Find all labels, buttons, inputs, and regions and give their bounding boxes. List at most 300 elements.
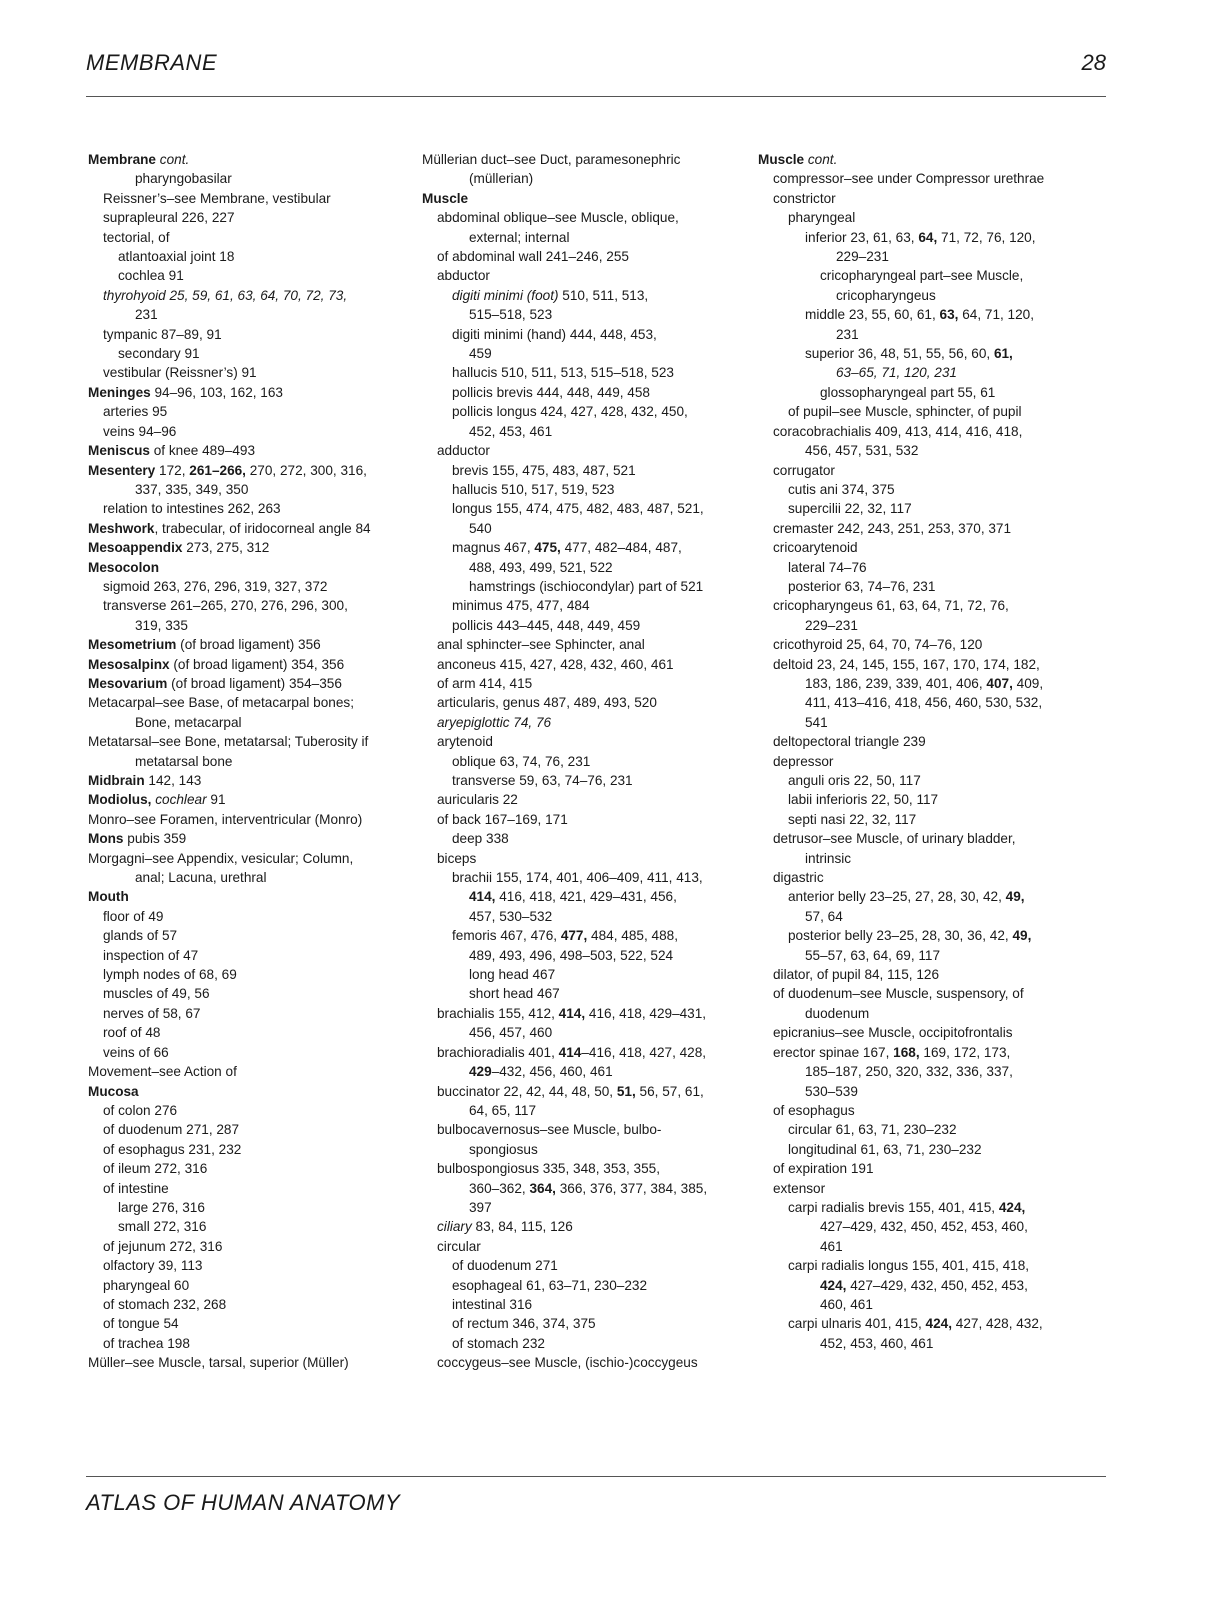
entry-text: supercilii 22, 32, 117 bbox=[788, 501, 912, 517]
index-subentry bbox=[88, 208, 408, 227]
entry-text: 427–429, 432, 450, 452, 453, 460, bbox=[820, 1219, 1028, 1235]
entry-text: veins of 66 bbox=[103, 1044, 169, 1060]
header-rule bbox=[86, 96, 1106, 97]
entry-heading-text: Mesocolon bbox=[88, 559, 159, 575]
index-subentry bbox=[88, 228, 408, 247]
entry-text: 477, 482–484, 487, bbox=[560, 540, 682, 556]
entry-text: Bone, metacarpal bbox=[135, 714, 242, 730]
entry-heading-text: 49, bbox=[1005, 889, 1025, 905]
entry-text: 185–187, 250, 320, 332, 336, 337, bbox=[805, 1064, 1013, 1080]
index-subentry bbox=[88, 1004, 408, 1023]
index-subentry bbox=[88, 907, 408, 926]
entry-text: arytenoid bbox=[437, 734, 493, 750]
entry-text: 270, 272, 300, 316, bbox=[245, 462, 367, 478]
entry-text: olfactory 39, 113 bbox=[103, 1258, 203, 1274]
index-subentry bbox=[88, 1295, 408, 1314]
index-subentry bbox=[88, 616, 408, 635]
index-subentry bbox=[88, 984, 408, 1003]
entry-text: 231 bbox=[135, 307, 158, 323]
entry-text: lateral 74–76 bbox=[788, 559, 867, 575]
index-entry bbox=[88, 441, 408, 460]
index-subentry bbox=[422, 1314, 742, 1333]
entry-heading-text: 414, bbox=[469, 889, 496, 905]
entry-text: –432, 456, 460, 461 bbox=[491, 1064, 613, 1080]
index-subentry bbox=[88, 868, 408, 887]
entry-text: 366, 376, 377, 384, 385, bbox=[555, 1180, 708, 1196]
entry-text: cochlea 91 bbox=[118, 268, 184, 284]
entry-text: muscles of 49, 56 bbox=[103, 986, 210, 1002]
entry-text: of duodenum 271 bbox=[452, 1258, 558, 1274]
entry-text: suprapleural 226, 227 bbox=[103, 210, 235, 226]
index-entry bbox=[88, 887, 408, 906]
entry-text: 452, 453, 461 bbox=[469, 423, 553, 439]
index-subentry bbox=[758, 363, 1083, 382]
entry-text: cricopharyngeal part–see Muscle, bbox=[820, 268, 1024, 284]
index-subentry bbox=[422, 499, 742, 518]
entry-heading-text: Mesoappendix bbox=[88, 540, 183, 556]
entry-heading-text: 61, bbox=[993, 346, 1013, 362]
index-subentry bbox=[758, 887, 1083, 906]
index-subentry bbox=[758, 1256, 1083, 1275]
entry-text: deep 338 bbox=[452, 831, 509, 847]
entry-text: bulbocavernosus–see Muscle, bulbo- bbox=[437, 1122, 662, 1138]
index-entry bbox=[88, 771, 408, 790]
entry-text: compressor–see under Compressor urethrae bbox=[773, 171, 1045, 187]
index-subentry bbox=[88, 1256, 408, 1275]
entry-text: of colon 276 bbox=[103, 1102, 178, 1118]
entry-text: (of broad ligament) 356 bbox=[176, 637, 321, 653]
entry-text: middle 23, 55, 60, 61, bbox=[805, 307, 940, 323]
entry-text: 510, 511, 513, bbox=[558, 287, 649, 303]
index-subentry bbox=[422, 926, 742, 945]
entry-text: 63–65, 71, 120, 231 bbox=[836, 365, 957, 381]
entry-heading-text: 51, bbox=[616, 1083, 636, 1099]
index-subentry bbox=[88, 325, 408, 344]
entry-text: of back 167–169, 171 bbox=[437, 811, 568, 827]
index-subentry bbox=[758, 693, 1083, 712]
index-column-1 bbox=[88, 150, 408, 1373]
index-subentry bbox=[422, 1004, 742, 1023]
entry-text: lymph nodes of 68, 69 bbox=[103, 967, 237, 983]
entry-heading-text: 168, bbox=[893, 1044, 920, 1060]
entry-text: articularis, genus 487, 489, 493, 520 bbox=[437, 695, 657, 711]
entry-text: 142, 143 bbox=[144, 773, 202, 788]
footer-rule bbox=[86, 1476, 1106, 1477]
index-subentry bbox=[88, 499, 408, 518]
index-subentry bbox=[758, 344, 1083, 363]
index-subentry bbox=[758, 810, 1083, 829]
index-subentry bbox=[88, 169, 408, 188]
entry-text: circular bbox=[437, 1238, 481, 1254]
index-subentry bbox=[758, 1043, 1083, 1062]
index-subentry bbox=[88, 363, 408, 382]
index-subentry bbox=[422, 693, 742, 712]
entry-text: hallucis 510, 511, 513, 515–518, 523 bbox=[452, 365, 674, 381]
index-entry bbox=[88, 674, 408, 693]
index-subentry bbox=[422, 596, 742, 615]
entry-text: brachii 155, 174, 401, 406–409, 411, 413, bbox=[452, 870, 703, 886]
entry-text: brevis 155, 475, 483, 487, 521 bbox=[452, 462, 636, 478]
entry-text: vestibular (Reissner’s) 91 bbox=[103, 365, 257, 381]
entry-text: carpi radialis longus 155, 401, 415, 418, bbox=[788, 1258, 1030, 1274]
entry-text: abductor bbox=[437, 268, 490, 284]
entry-text: 360–362, bbox=[469, 1180, 530, 1196]
index-entry bbox=[88, 1353, 408, 1372]
entry-heading-text: 261–266, bbox=[189, 462, 246, 478]
entry-text: cricopharyngeus bbox=[836, 287, 936, 303]
entry-text: metatarsal bone bbox=[135, 753, 233, 769]
index-subentry bbox=[758, 538, 1083, 557]
entry-text: 515–518, 523 bbox=[469, 307, 553, 323]
index-entry bbox=[88, 519, 408, 538]
index-subentry bbox=[422, 1353, 742, 1372]
entry-text: hamstrings (ischiocondylar) part of 521 bbox=[469, 578, 704, 594]
index-subentry bbox=[88, 1237, 408, 1256]
entry-heading-text: Meshwork bbox=[88, 520, 155, 536]
index-subentry bbox=[88, 713, 408, 732]
index-subentry bbox=[422, 208, 742, 227]
index-entry bbox=[88, 635, 408, 654]
index-subentry bbox=[758, 305, 1083, 324]
entry-text: longus 155, 474, 475, 482, 483, 487, 521, bbox=[452, 501, 704, 517]
entry-text: 416, 418, 421, 429–431, 456, bbox=[495, 889, 677, 905]
index-entry bbox=[88, 383, 408, 402]
entry-text: , trabecular, of iridocorneal angle 84 bbox=[154, 520, 371, 536]
entry-text: digastric bbox=[773, 870, 824, 886]
index-subentry bbox=[758, 616, 1083, 635]
index-subentry bbox=[422, 984, 742, 1003]
index-subentry bbox=[88, 286, 408, 305]
entry-text: pollicis brevis 444, 448, 449, 458 bbox=[452, 384, 650, 400]
index-subentry bbox=[758, 247, 1083, 266]
index-entry bbox=[88, 655, 408, 674]
entry-text: brachialis 155, 412, bbox=[437, 1005, 559, 1021]
index-subentry bbox=[88, 577, 408, 596]
index-subentry bbox=[88, 1159, 408, 1178]
entry-text: inferior 23, 61, 63, bbox=[805, 229, 919, 245]
entry-text: pharyngobasilar bbox=[135, 171, 232, 187]
entry-heading-text: 429 bbox=[469, 1064, 492, 1080]
index-subentry bbox=[758, 441, 1083, 460]
entry-text: superior 36, 48, 51, 55, 56, 60, bbox=[805, 346, 994, 362]
entry-text: 397 bbox=[469, 1199, 492, 1215]
index-subentry bbox=[422, 422, 742, 441]
entry-heading-text: 477, bbox=[560, 928, 588, 944]
entry-text: Müllerian duct–see Duct, paramesonephric bbox=[422, 152, 681, 167]
entry-text: glands of 57 bbox=[103, 928, 178, 944]
entry-heading-text: 407, bbox=[986, 675, 1013, 691]
entry-text: cont. bbox=[807, 152, 838, 167]
entry-text: (of broad ligament) 354–356 bbox=[167, 675, 342, 691]
entry-text: femoris 467, 476, bbox=[452, 928, 561, 944]
index-subentry bbox=[422, 616, 742, 635]
index-subentry bbox=[758, 286, 1083, 305]
entry-text: cochlear bbox=[155, 792, 207, 808]
entry-text: intrinsic bbox=[805, 850, 852, 866]
entry-text: of arm 414, 415 bbox=[437, 675, 533, 691]
index-subentry bbox=[758, 577, 1083, 596]
entry-heading-text: Mesovarium bbox=[88, 675, 168, 691]
entry-text: aryepiglottic 74, 76 bbox=[437, 714, 552, 730]
entry-text: 55–57, 63, 64, 69, 117 bbox=[805, 947, 941, 963]
entry-heading-text: 64, bbox=[918, 229, 938, 245]
entry-text: erector spinae 167, bbox=[773, 1044, 894, 1060]
index-subentry bbox=[758, 1334, 1083, 1353]
index-subentry bbox=[758, 984, 1083, 1003]
index-subentry bbox=[758, 868, 1083, 887]
index-subentry bbox=[422, 674, 742, 693]
index-subentry bbox=[422, 829, 742, 848]
index-subentry bbox=[88, 1334, 408, 1353]
index-subentry bbox=[758, 461, 1083, 480]
entry-text: oblique 63, 74, 76, 231 bbox=[452, 753, 591, 769]
entry-text: biceps bbox=[437, 850, 477, 866]
index-subentry bbox=[758, 635, 1083, 654]
entry-text: deltopectoral triangle 239 bbox=[773, 734, 926, 750]
index-subentry bbox=[422, 946, 742, 965]
index-subentry bbox=[758, 674, 1083, 693]
entry-text: buccinator 22, 42, 44, 48, 50, bbox=[437, 1083, 617, 1099]
index-subentry bbox=[422, 325, 742, 344]
index-subentry bbox=[422, 1082, 742, 1101]
index-subentry bbox=[422, 1198, 742, 1217]
entry-text: magnus 467, bbox=[452, 540, 535, 556]
entry-text: secondary 91 bbox=[118, 346, 200, 362]
index-subentry bbox=[422, 1256, 742, 1275]
entry-text: depressor bbox=[773, 753, 834, 769]
entry-text: relation to intestines 262, 263 bbox=[103, 501, 281, 517]
index-subentry bbox=[422, 1334, 742, 1353]
index-subentry bbox=[758, 1198, 1083, 1217]
entry-text: detrusor–see Muscle, of urinary bladder, bbox=[773, 831, 1016, 847]
entry-text: abdominal oblique–see Muscle, oblique, bbox=[437, 210, 679, 226]
index-entry bbox=[88, 849, 408, 868]
index-subentry bbox=[88, 946, 408, 965]
entry-text: cont. bbox=[159, 152, 190, 167]
index-subentry bbox=[758, 1179, 1083, 1198]
index-subentry bbox=[758, 655, 1083, 674]
entry-text: Movement–see Action of bbox=[88, 1064, 237, 1080]
index-subentry bbox=[422, 732, 742, 751]
entry-text: thyrohyoid 25, 59, 61, 63, 64, 70, 72, 73, bbox=[103, 287, 348, 303]
entry-text: Metacarpal–see Base, of metacarpal bones; bbox=[88, 695, 354, 711]
index-subentry bbox=[422, 344, 742, 363]
index-subentry bbox=[88, 965, 408, 984]
entry-text: inspection of 47 bbox=[103, 947, 199, 963]
index-subentry bbox=[422, 228, 742, 247]
index-subentry bbox=[422, 1023, 742, 1042]
entry-text: anal sphincter–see Sphincter, anal bbox=[437, 637, 645, 653]
entry-text: veins 94–96 bbox=[103, 423, 177, 439]
entry-text: circular 61, 63, 71, 230–232 bbox=[788, 1122, 957, 1138]
entry-heading-text: Mucosa bbox=[88, 1083, 139, 1099]
entry-text: 56, 57, 61, bbox=[635, 1083, 704, 1099]
entry-text: Monro–see Foramen, interventricular (Monro) bbox=[88, 811, 363, 827]
entry-text: of knee 489–493 bbox=[149, 443, 256, 459]
entry-heading-text: Midbrain bbox=[88, 773, 145, 788]
entry-text: 456, 457, 460 bbox=[469, 1025, 553, 1041]
index-subentry bbox=[88, 1140, 408, 1159]
index-subentry bbox=[758, 946, 1083, 965]
index-subentry bbox=[758, 1295, 1083, 1314]
index-subentry bbox=[422, 1159, 742, 1178]
entry-text: 71, 72, 76, 120, bbox=[937, 229, 1036, 245]
index-subentry bbox=[422, 286, 742, 305]
index-subentry bbox=[422, 907, 742, 926]
index-subentry bbox=[758, 480, 1083, 499]
index-entry bbox=[88, 732, 408, 751]
entry-text: anconeus 415, 427, 428, 432, 460, 461 bbox=[437, 656, 674, 672]
entry-text: esophageal 61, 63–71, 230–232 bbox=[452, 1277, 648, 1293]
entry-text: of duodenum–see Muscle, suspensory, of bbox=[773, 986, 1024, 1002]
index-subentry bbox=[758, 752, 1083, 771]
entry-text: of stomach 232 bbox=[452, 1335, 545, 1351]
index-subentry bbox=[422, 441, 742, 460]
index-subentry bbox=[422, 383, 742, 402]
index-subentry bbox=[422, 1043, 742, 1062]
index-subentry bbox=[422, 868, 742, 887]
entry-heading-text: 424, bbox=[925, 1316, 952, 1332]
entry-text: 172, bbox=[155, 462, 190, 478]
entry-text: (of broad ligament) 354, 356 bbox=[169, 656, 345, 672]
entry-text: 457, 530–532 bbox=[469, 908, 553, 924]
entry-text: cricoarytenoid bbox=[773, 540, 858, 556]
index-subentry bbox=[422, 1101, 742, 1120]
entry-text: of esophagus bbox=[773, 1102, 855, 1118]
index-subentry bbox=[88, 344, 408, 363]
entry-heading-text: Mons bbox=[88, 831, 124, 847]
entry-text: posterior 63, 74–76, 231 bbox=[788, 578, 936, 594]
index-subentry bbox=[422, 887, 742, 906]
index-subentry bbox=[88, 422, 408, 441]
index-subentry bbox=[422, 1276, 742, 1295]
entry-text: adductor bbox=[437, 443, 490, 459]
index-subentry bbox=[422, 538, 742, 557]
entry-heading-text: 424, bbox=[998, 1199, 1026, 1215]
entry-text: atlantoaxial joint 18 bbox=[118, 249, 235, 265]
entry-text: short head 467 bbox=[469, 986, 560, 1002]
entry-text: Reissner’s–see Membrane, vestibular bbox=[103, 190, 331, 206]
index-subentry bbox=[758, 189, 1083, 208]
entry-heading-text: Mesometrium bbox=[88, 637, 177, 653]
entry-text: dilator, of pupil 84, 115, 126 bbox=[773, 967, 940, 983]
entry-text: 416, 418, 429–431, bbox=[585, 1005, 707, 1021]
entry-text: –416, 418, 427, 428, bbox=[581, 1044, 707, 1060]
entry-text: 459 bbox=[469, 346, 492, 362]
entry-text: of stomach 232, 268 bbox=[103, 1296, 227, 1312]
entry-text: tympanic 87–89, 91 bbox=[103, 326, 222, 342]
entry-text: brachioradialis 401, bbox=[437, 1044, 559, 1060]
entry-text: coccygeus–see Muscle, (ischio-)coccygeus bbox=[437, 1355, 698, 1371]
entry-heading-text: 475, bbox=[534, 540, 561, 556]
index-entry bbox=[422, 189, 742, 208]
index-subentry bbox=[88, 1120, 408, 1139]
entry-text: of tongue 54 bbox=[103, 1316, 179, 1332]
index-subentry bbox=[758, 422, 1083, 441]
entry-text: large 276, 316 bbox=[118, 1199, 205, 1215]
index-subentry bbox=[758, 1101, 1083, 1120]
index-subentry bbox=[758, 1004, 1083, 1023]
index-entry bbox=[88, 538, 408, 557]
page-number: 28 bbox=[1081, 50, 1106, 75]
entry-text: 229–231 bbox=[805, 617, 858, 633]
entry-text: cremaster 242, 243, 251, 253, 370, 371 bbox=[773, 520, 1012, 536]
index-entry bbox=[88, 790, 408, 809]
index-subentry bbox=[422, 810, 742, 829]
index-subentry bbox=[422, 1140, 742, 1159]
index-subentry bbox=[758, 169, 1083, 188]
entry-heading-text: 414, bbox=[558, 1005, 586, 1021]
index-subentry bbox=[422, 1217, 742, 1236]
index-subentry bbox=[88, 480, 408, 499]
index-subentry bbox=[422, 1295, 742, 1314]
index-entry bbox=[88, 693, 408, 712]
index-subentry bbox=[88, 1101, 408, 1120]
entry-text: of intestine bbox=[103, 1180, 169, 1196]
index-subentry bbox=[758, 383, 1083, 402]
entry-text: constrictor bbox=[773, 190, 836, 206]
index-subentry bbox=[422, 790, 742, 809]
entry-text: 460, 461 bbox=[820, 1296, 873, 1312]
index-subentry bbox=[88, 1043, 408, 1062]
running-head bbox=[86, 50, 1106, 82]
index-subentry bbox=[88, 1276, 408, 1295]
entry-text: pharyngeal bbox=[788, 210, 856, 226]
entry-heading-text: Mesentery bbox=[88, 462, 156, 478]
entry-text: Müller–see Muscle, tarsal, superior (Müller) bbox=[88, 1355, 349, 1371]
entry-text: epicranius–see Muscle, occipitofrontalis bbox=[773, 1025, 1013, 1041]
index-subentry bbox=[758, 402, 1083, 421]
index-subentry bbox=[758, 558, 1083, 577]
entry-text: 94–96, 103, 162, 163 bbox=[150, 384, 283, 400]
index-subentry bbox=[422, 247, 742, 266]
entry-text: pharyngeal 60 bbox=[103, 1277, 190, 1293]
entry-text: transverse 261–265, 270, 276, 296, 300, bbox=[103, 598, 348, 614]
entry-heading-text: 424, bbox=[820, 1277, 847, 1293]
entry-text: 427, 428, 432, bbox=[952, 1316, 1043, 1332]
entry-text: 57, 64 bbox=[805, 908, 843, 924]
entry-text: arteries 95 bbox=[103, 404, 168, 420]
entry-text: floor of 49 bbox=[103, 908, 164, 924]
index-subentry bbox=[422, 266, 742, 285]
entry-text: of expiration 191 bbox=[773, 1161, 874, 1177]
entry-text: cricothyroid 25, 64, 70, 74–76, 120 bbox=[773, 637, 983, 653]
index-subentry bbox=[422, 965, 742, 984]
entry-text: 83, 84, 115, 126 bbox=[471, 1219, 573, 1235]
entry-heading-text: Meniscus bbox=[88, 443, 150, 459]
index-subentry bbox=[422, 519, 742, 538]
entry-text: carpi radialis brevis 155, 401, 415, bbox=[788, 1199, 999, 1215]
entry-text: 169, 172, 173, bbox=[919, 1044, 1011, 1060]
entry-text: 231 bbox=[836, 326, 859, 342]
entry-text: anal; Lacuna, urethral bbox=[135, 870, 267, 886]
index-subentry bbox=[758, 1314, 1083, 1333]
entry-text: 489, 493, 496, 498–503, 522, 524 bbox=[469, 947, 674, 963]
index-entry bbox=[88, 829, 408, 848]
entry-text: posterior belly 23–25, 28, 30, 36, 42, bbox=[788, 928, 1013, 944]
entry-text: of rectum 346, 374, 375 bbox=[452, 1316, 596, 1332]
index-subentry bbox=[758, 1023, 1083, 1042]
entry-text: ciliary bbox=[437, 1219, 472, 1235]
index-subentry bbox=[88, 1023, 408, 1042]
index-subentry bbox=[758, 1140, 1083, 1159]
index-column-2 bbox=[422, 150, 742, 1373]
running-title: MEMBRANE bbox=[86, 50, 218, 75]
index-subentry bbox=[88, 1198, 408, 1217]
entry-heading-text: 414 bbox=[558, 1044, 582, 1060]
entry-text: labii inferioris 22, 50, 117 bbox=[788, 792, 939, 808]
index-subentry bbox=[758, 208, 1083, 227]
